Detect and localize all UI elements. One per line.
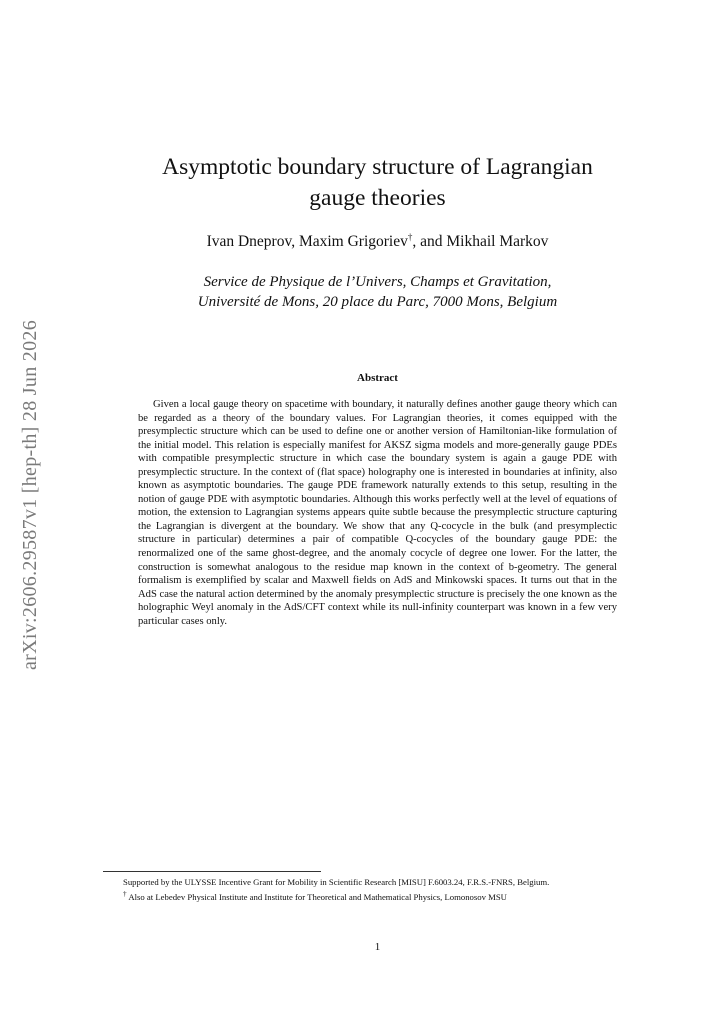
- title-line-2: gauge theories: [309, 185, 446, 211]
- abstract-text: Given a local gauge theory on spacetime with boundary, it naturally defines another gauge theory which can be regarded as a theory of the boundary values. For Lagrangian theories, it comes equipped with the presymplectic structure which can be used to define one or another version of Hamiltonian-like formulation of the initial model. This relation is especially manifest for AKSZ sigma models and more-generally gauge PDEs with compatible presymplectic structure in which case the boundary system is again a gauge PDE with presymplectic structure. In the context of (flat space) holography one is interested in boundaries at infinity, also known as asymptotic boundaries. The gauge PDE framework naturally extends to this setup, resulting in the notion of gauge PDE with asymptotic boundaries. Although this works perfectly well at the level of equations of motion, the extension to Lagrangian systems appears quite subtle because the presymplectic structure capturing the Lagrangian is divergent at the boundary. We show that any Q-cocycle in the bulk (and presymplectic structure in particular) determines a pair of compatible Q-cocycles of the boundary gauge PDE: the renormalized one of the same ghost-degree, and the anomaly cocycle of degree one lower. For the latter, the construction is somewhat analogous to the residue map known in the context of b-geometry. The general formalism is exemplified by scalar and Maxwell fields on AdS and Minkowski spaces. It turns out that in the AdS case the natural action determined by the anomaly presymplectic structure is precisely the one known as the holographic Weyl anomaly in the AdS/CFT context while its null-infinity counterpart was known in a few very particular cases only.: [138, 399, 617, 627]
- footnote-dagger-text: Also at Lebedev Physical Institute and Institute for Theoretical and Mathematical Physics, Lomonosov MSU: [126, 891, 507, 902]
- abstract-heading: Abstract: [357, 372, 398, 384]
- paper-title: [120, 152, 635, 214]
- dagger-mark: †: [407, 231, 413, 242]
- funding-footnote: Supported by the ULYSSE Incentive Grant for Mobility in Scientific Research [MISU] F.6003.24, F.R.S.-FNRS, Belgium.: [123, 877, 550, 887]
- footnote-dagger: †: [123, 890, 127, 898]
- authors-last: , and Mikhail Markov: [412, 233, 549, 250]
- affiliation-line-1: Service de Physique de l’Univers, Champs et Gravitation,: [203, 274, 552, 290]
- authors-first: Ivan Dneprov, Maxim Grigoriev: [206, 233, 408, 250]
- page-number: 1: [374, 941, 381, 953]
- affiliation-footnote: [103, 888, 655, 903]
- arxiv-identifier: arXiv:2606.29587v1 [hep-th] 28 Jun 2026: [19, 320, 41, 670]
- footnote-divider: [103, 871, 321, 872]
- affiliation: [130, 272, 625, 312]
- footnotes: [103, 876, 655, 903]
- author-list: [120, 233, 635, 251]
- title-line-1: Asymptotic boundary structure of Lagrangian: [162, 154, 593, 180]
- affiliation-line-2: Université de Mons, 20 place du Parc, 7000 Mons, Belgium: [197, 294, 558, 310]
